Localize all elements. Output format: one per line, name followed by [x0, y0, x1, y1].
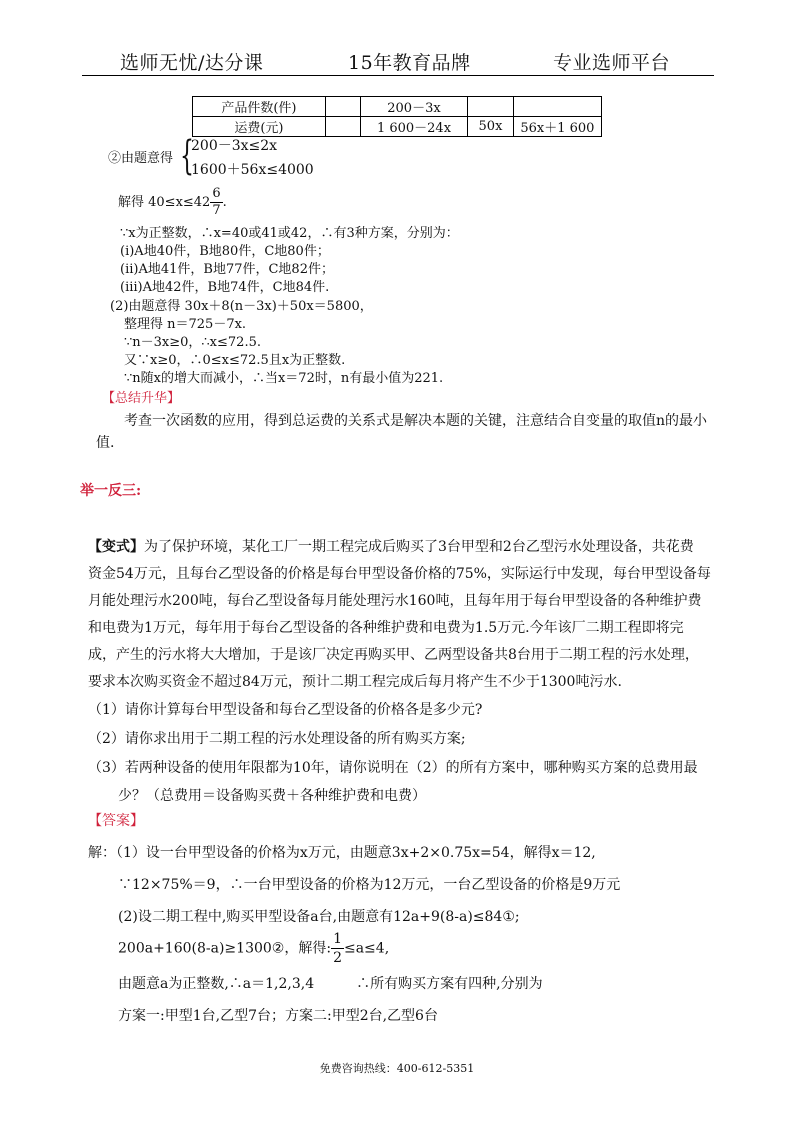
table-cell	[468, 97, 514, 117]
condition-1: ∵n－3x≥0，∴x≤72.5.	[124, 335, 261, 350]
table-row	[193, 117, 602, 137]
answer-heading: 【答案】	[88, 813, 144, 829]
table-cell: 56x＋1 600	[513, 117, 601, 137]
fraction-denominator: 2	[333, 950, 342, 966]
header-left: 选师无忧/达分课	[120, 52, 264, 74]
section-title: 举一反三:	[80, 483, 142, 499]
answer-line-1: 解：（1）设一台甲型设备的价格为x万元，由题意3x+2×0.75x=54，解得x＝12,	[88, 845, 596, 861]
part2-intro: ②由题意得	[108, 151, 174, 166]
system-brace: {	[180, 133, 194, 179]
variant-line-5: 成，产生的污水将大大增加，于是该厂决定再购买甲、乙两型设备共8台用于二期工程的污水处理，	[88, 647, 699, 663]
question-2: （2）请你求出用于二期工程的污水处理设备的所有购买方案;	[88, 731, 466, 747]
simplify-line: 整理得 n＝725－7x.	[124, 317, 247, 332]
question-1: （1）请你计算每台甲型设备和每台乙型设备的价格各是多少元?	[88, 702, 483, 718]
variant-line-2: 资金54万元，且每台乙型设备的价格是每台甲型设备价格的75%，实际运行中发现，每台甲型设备每	[88, 566, 711, 582]
table-cell: 50x	[468, 117, 514, 137]
solve-suffix: .	[222, 195, 227, 210]
table-cell	[513, 97, 601, 117]
variant-tag: 【变式】	[88, 539, 144, 555]
summary-text-line-1: 考查一次函数的应用，得到总运费的关系式是解决本题的关键，注意结合自变量的取值n的最小	[124, 413, 708, 429]
table-cell	[325, 97, 360, 117]
conclusion-line: ∵n随x的增大而减小，∴当x＝72时，n有最小值为221.	[124, 371, 444, 386]
plan-1: (ⅰ)A地40件，B地80件，C地80件；	[120, 244, 330, 259]
answer-line-5: 由题意a为正整数,∴a＝1,2,3,4 ∴所有购买方案有四种,分别为	[118, 976, 543, 992]
fraction	[210, 186, 222, 219]
answer-line-2: ∵12×75%＝9，∴一台甲型设备的价格为12万元，一台乙型设备的价格是9万元	[118, 877, 621, 893]
table-cell: 产品件数(件)	[193, 97, 326, 117]
solve-prefix: 解得 40≤x≤42	[118, 195, 211, 210]
integer-line: ∵x为正整数，∴x=40或41或42，∴有3种方案，分别为：	[120, 226, 459, 241]
fraction-numerator: 1	[333, 931, 342, 947]
answer-line-4	[118, 930, 389, 967]
footer-hotline: 免费咨询热线：400-612-5351	[319, 1062, 475, 1075]
product-table	[192, 96, 602, 137]
header-rule	[82, 75, 714, 76]
variant-text: 为了保护环境，某化工厂一期工程完成后购买了3台甲型和2台乙型污水处理设备，共花费	[144, 539, 694, 555]
part-b-equation: (2)由题意得 30x＋8(n－3x)＋50x＝5800，	[110, 299, 373, 314]
fraction-numerator: 6	[212, 186, 221, 201]
answer-line-4-prefix: 200a+160(8-a)≥1300②，解得:	[118, 940, 332, 957]
condition-2: 又∵x≥0，∴0≤x≤72.5且x为正整数.	[124, 353, 346, 368]
table-cell	[325, 117, 360, 137]
variant-line-4: 和电费为1万元，每年用于每台乙型设备的各种维护费和电费为1.5万元.今年该厂二期工程即将完	[88, 620, 684, 636]
fraction	[331, 930, 344, 967]
answer-line-6: 方案一:甲型1台,乙型7台；方案二:甲型2台,乙型6台	[118, 1008, 438, 1024]
table-cell: 200－3x	[360, 97, 467, 117]
fraction-denominator: 7	[212, 203, 221, 218]
question-3-line-1: （3）若两种设备的使用年限都为10年，请你说明在（2）的所有方案中，哪种购买方案的总费用最	[88, 760, 698, 776]
variant-line-6: 要求本次购买资金不超过84万元，预计二期工程完成后每月将产生不少于1300吨污水.	[88, 674, 622, 690]
table-cell: 运费(元)	[193, 117, 326, 137]
plan-2: (ⅱ)A地41件，B地77件，C地82件；	[120, 262, 334, 277]
answer-line-4-suffix: ≤a≤4,	[343, 940, 390, 957]
answer-line-3: (2)设二期工程中,购买甲型设备a台,由题意有12a+9(8-a)≤84①;	[118, 909, 520, 925]
header-right: 专业选师平台	[553, 52, 671, 74]
solve-range	[118, 186, 227, 219]
summary-text-line-2: 值.	[96, 435, 115, 451]
system-line-2: 1600＋56x≤4000	[191, 162, 314, 178]
system-line-1: 200－3x≤2x	[191, 138, 278, 154]
table-cell: 1 600－24x	[360, 117, 467, 137]
table-row	[193, 97, 602, 117]
summary-heading: 【总结升华】	[102, 391, 181, 406]
header-center: 15年教育品牌	[348, 52, 471, 74]
variant-line-1	[88, 538, 694, 556]
question-3-line-2: 少？（总费用＝设备购买费＋各种维护费和电费）	[118, 788, 426, 804]
plan-3: (ⅲ)A地42件，B地74件，C地84件.	[120, 280, 330, 295]
variant-line-3: 月能处理污水200吨，每台乙型设备每月能处理污水160吨，且每年用于每台甲型设备的各种维护费	[88, 593, 702, 609]
